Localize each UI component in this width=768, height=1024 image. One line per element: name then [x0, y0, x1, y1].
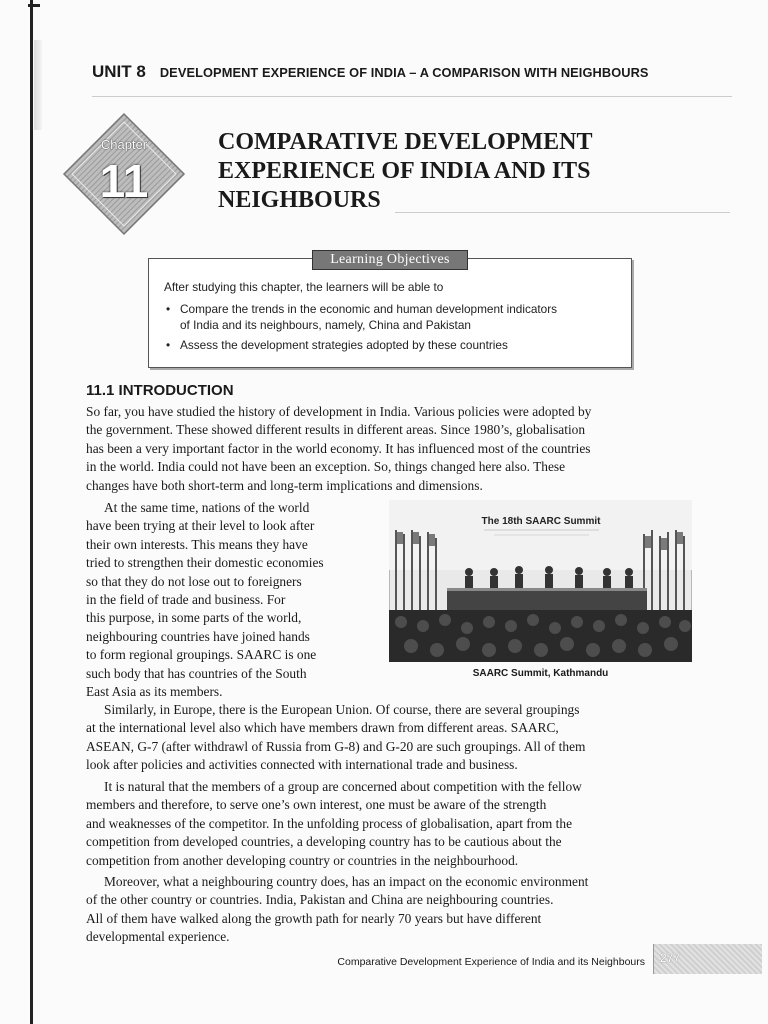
text-line: and weaknesses of the competitor. In the unfolding process of globalisation, apart from the [86, 815, 573, 831]
paragraph-3 [86, 701, 696, 775]
learning-objectives-list [164, 301, 624, 353]
text-line: changes have both short-term and long-term implications and dimensions. [86, 477, 483, 493]
paragraph-4 [86, 778, 696, 870]
unit-title: DEVELOPMENT EXPERIENCE OF INDIA – A COMPARISON WITH NEIGHBOURS [159, 65, 649, 80]
text-line: At the same time, nations of the world [104, 500, 310, 515]
text-line: in the field of trade and business. For [86, 591, 286, 607]
text-line: Moreover, what a neighbouring country does, has an impact on the economic environment [104, 874, 589, 889]
list-item-line: • Compare the trends in the economic and human development indicators [180, 302, 558, 316]
paragraph-5 [86, 873, 696, 947]
page-spine-shade [34, 40, 42, 130]
text-line: All of them have walked along the growth path for nearly 70 years but have different [86, 910, 542, 926]
page-spine-line [30, 0, 33, 1024]
chapter-title-line: NEIGHBOURS [218, 187, 381, 213]
paragraph-1 [86, 403, 696, 495]
saarc-summit-photo [389, 500, 692, 662]
text-line: developmental experience. [86, 929, 230, 945]
text-line: the government. These showed different results in different areas. Since 1980’s, globalisation [86, 422, 586, 438]
text-line: their own interests. This means they have [86, 536, 308, 552]
text-line: neighbouring countries have joined hands [86, 628, 310, 644]
running-footer: Comparative Development Experience of India and its Neighbours [337, 956, 645, 968]
text-line: Similarly, in Europe, there is the European Union. Of course, there are several groupings [104, 702, 580, 717]
text-line: such body that has countries of the South [86, 665, 307, 681]
page-number: 277 [660, 951, 681, 965]
text-line: this purpose, in some parts of the world, [86, 610, 302, 626]
text-line: so that they do not lose out to foreigners [86, 573, 302, 589]
page-spine-tab [28, 4, 40, 7]
text-line: members and therefore, to serve one’s own interest, one must be aware of the strength [86, 797, 547, 813]
text-line: tried to strengthen their domestic economies [86, 555, 324, 571]
paragraph-2 [86, 499, 376, 701]
learning-objectives-content [164, 279, 624, 357]
list-item-line: of India and its neighbours, namely, China and Pakistan [180, 318, 471, 332]
text-line: at the international level also which have members drawn from different areas. SAARC, [86, 720, 559, 736]
text-line: have been trying at their level to look after [86, 518, 315, 534]
header-rule [92, 96, 732, 97]
chapter-badge [60, 110, 188, 238]
text-line: has been a very important factor in the world economy. It has influenced most of the countries [86, 440, 591, 456]
photo-caption: SAARC Summit, Kathmandu [472, 668, 609, 679]
text-line: competition from another developing country or countries in the neighbourhood. [86, 852, 519, 868]
learning-objectives-label: Learning Objectives [312, 250, 468, 270]
text-line: competition from developed countries, a developing country has to be cautious about the [86, 834, 562, 850]
chapter-title-line: COMPARATIVE DEVELOPMENT [218, 129, 593, 155]
text-line: East Asia as its members. [86, 683, 223, 699]
list-item-line: • Assess the development strategies adopted by these countries [180, 338, 508, 352]
text-line: So far, you have studied the history of development in India. Various policies were adopted by [86, 404, 592, 419]
text-line: in the world. India could not have been an exception. So, things changed here also. These [86, 459, 566, 475]
list-item [164, 337, 624, 353]
list-item [164, 301, 624, 333]
text-line: ASEAN, G-7 (after withdrawl of Russia from G-8) and G-20 are such groupings. All of them [86, 738, 586, 754]
section-heading: 11.1 INTRODUCTION [86, 382, 234, 399]
chapter-word: Chapter [100, 137, 148, 152]
chapter-number: 11 [99, 155, 149, 207]
text-line: look after policies and activities connected with international trade and business. [86, 757, 518, 773]
chapter-title-line: EXPERIENCE OF INDIA AND ITS [218, 158, 591, 184]
text-line: to form regional groupings. SAARC is one [86, 647, 317, 663]
chapter-title [218, 128, 738, 215]
photo-banner-text: The 18th SAARC Summit [481, 516, 601, 527]
title-rule [395, 212, 730, 213]
text-line: It is natural that the members of a group are concerned about competition with the fellow [104, 779, 582, 794]
unit-label: UNIT 8 [92, 62, 146, 81]
text-line: of the other country or countries. India, Pakistan and China are neighbouring countries. [86, 892, 554, 908]
learning-objectives-intro: After studying this chapter, the learners will be able to [164, 280, 444, 294]
unit-header [92, 62, 732, 84]
